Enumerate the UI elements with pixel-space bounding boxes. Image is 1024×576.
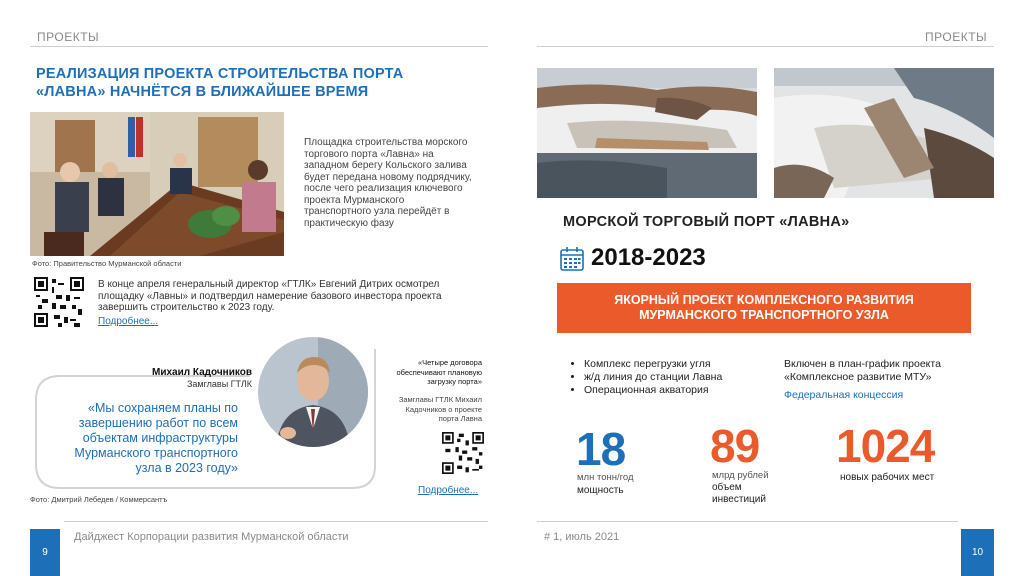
read-more-link[interactable]: Подробнее...	[98, 316, 159, 327]
port-aerial-photo-1	[537, 68, 757, 198]
plan-note: Включен в план-график проекта «Комплексное развитие МТУ»	[784, 358, 941, 383]
stat-investment-label: объем инвестиций	[712, 482, 766, 505]
feature-item: • Операционная акватория	[584, 384, 784, 397]
page-number-right: 10	[961, 529, 994, 576]
qr-code-interview[interactable]	[442, 432, 484, 474]
meeting-photo	[30, 112, 284, 256]
port-aerial-photo-2	[774, 68, 994, 198]
header-divider-left	[30, 46, 488, 47]
feature-list	[572, 358, 784, 397]
project-years: 2018-2023	[591, 244, 706, 271]
banner-text: ЯКОРНЫЙ ПРОЕКТ КОМПЛЕКСНОГО РАЗВИТИЯ МУРМАНСКОГО ТРАНСПОРТНОГО УЗЛА	[614, 293, 914, 322]
section-label-right: ПРОЕКТЫ	[925, 30, 988, 44]
footer-divider-left	[64, 521, 488, 522]
stat-capacity-label: мощность	[577, 485, 624, 496]
page-number-left: 9	[30, 529, 60, 576]
speaker-role: Замглавы ГТЛК	[186, 379, 252, 389]
anchor-project-banner	[557, 283, 971, 333]
stat-investment-unit: млрд рублей	[712, 470, 769, 481]
article-body: В конце апреля генеральный директор «ГТЛК» Евгений Дитрих осмотрел площадку «Лавны» и подтвердил намерение базового инвестора проекта завершить строительство к 2023 году.	[98, 279, 442, 313]
portrait-caption: Фото: Дмитрий Лебедев / Коммерсантъ	[30, 495, 168, 504]
concession-type: Федеральная концессия	[784, 389, 904, 401]
qr-code[interactable]	[34, 277, 84, 327]
interview-link[interactable]: Подробнее...	[418, 485, 479, 496]
side-note-title: «Четыре договора обеспечивают плановую загрузку порта»	[396, 358, 482, 386]
photo-caption: Фото: Правительство Мурманской области	[32, 259, 182, 268]
calendar-icon	[559, 246, 585, 272]
stat-jobs-label: новых рабочих мест	[840, 472, 935, 483]
side-note-author: Замглавы ГТЛК Михаил Кадочников о проекте порта Лавна	[398, 395, 482, 423]
stat-capacity-value: 18	[576, 423, 626, 475]
stat-jobs-value: 1024	[836, 420, 935, 472]
speaker-name: Михаил Кадочников	[152, 367, 252, 378]
issue-label: # 1, июль 2021	[544, 531, 620, 543]
port-title: МОРСКОЙ ТОРГОВЫЙ ПОРТ «ЛАВНА»	[563, 214, 850, 230]
feature-item: • ж/д линия до станции Лавна	[584, 371, 784, 384]
stat-investment-value: 89	[710, 420, 760, 472]
stat-capacity-unit: млн тонн/год	[577, 472, 634, 483]
speaker-portrait	[258, 337, 368, 447]
quote-text: «Мы сохраняем планы по завершению работ по всем объектам инфраструктуры Мурманского транспортного узла в 2023 году»	[74, 401, 238, 475]
article-intro: Площадка строительства морского торгового порта «Лавна» на западном берегу Кольского залива будет передана новому подрядчику, после чего реализация ключевого проекта Мурманского транспортного узла перейдёт в практическую фазу	[304, 137, 472, 229]
feature-item: • Комплекс перегрузки угля	[584, 358, 784, 371]
footer-divider-right	[537, 521, 958, 522]
header-divider-right	[537, 46, 994, 47]
article-headline: РЕАЛИЗАЦИЯ ПРОЕКТА СТРОИТЕЛЬСТВА ПОРТА «ЛАВНА» НАЧНЁТСЯ В БЛИЖАЙШЕЕ ВРЕМЯ	[36, 66, 404, 100]
section-label-left: ПРОЕКТЫ	[37, 30, 100, 44]
footer-title: Дайджест Корпорации развития Мурманской области	[74, 531, 349, 543]
